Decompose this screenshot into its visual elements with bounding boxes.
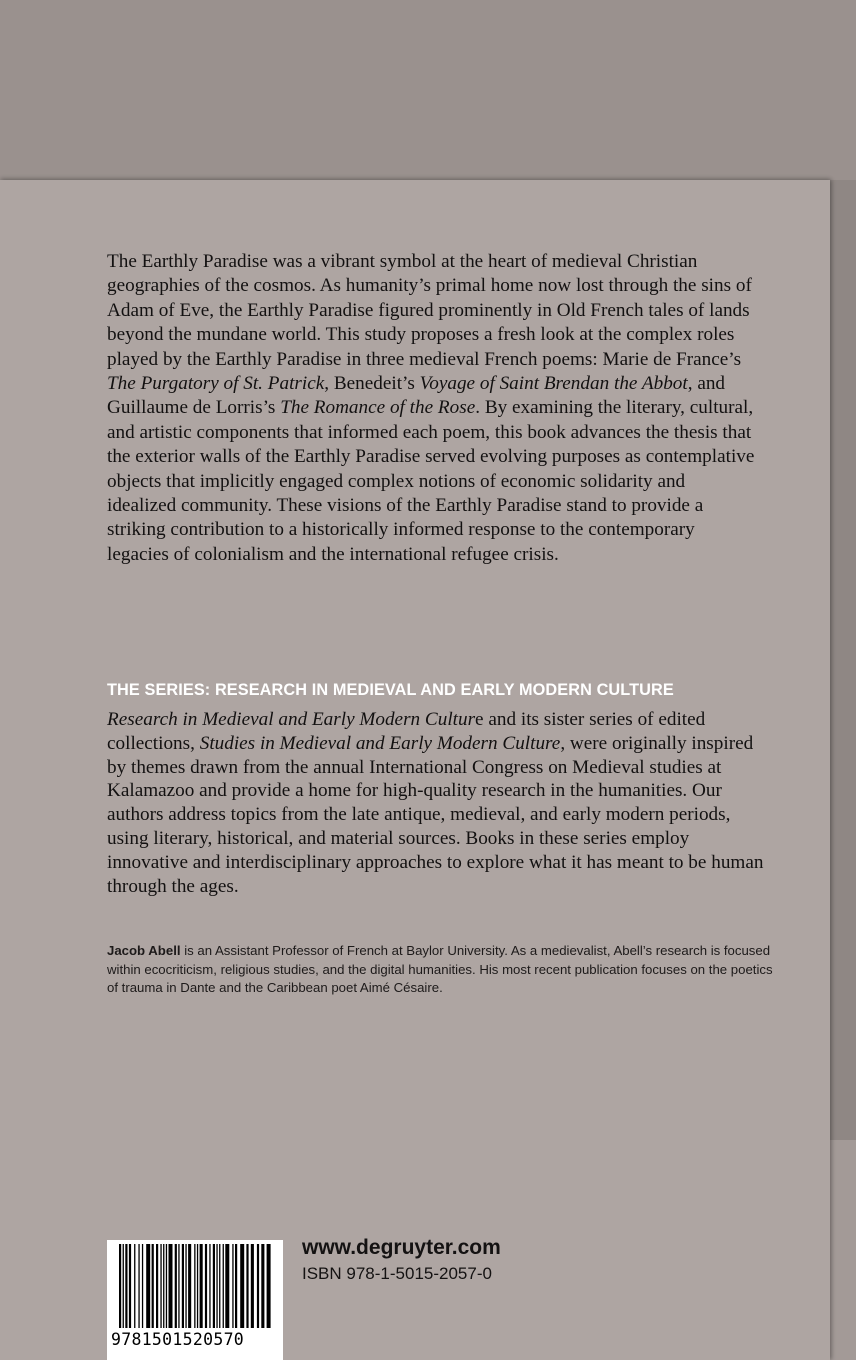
barcode-bar <box>216 1244 217 1328</box>
barcode-bar <box>188 1244 191 1328</box>
book-back-cover <box>0 180 830 1360</box>
barcode-bar <box>219 1244 220 1328</box>
barcode-bar <box>166 1244 167 1328</box>
barcode-bar <box>156 1244 158 1328</box>
italic-title-1: The Purgatory of St. Patrick <box>107 373 325 395</box>
barcode-bar <box>142 1244 143 1328</box>
barcode-bar <box>134 1244 135 1328</box>
publisher-url[interactable]: www.degruyter.com <box>302 1236 501 1259</box>
book-description <box>107 250 757 567</box>
backdrop-shadow-strip <box>830 180 856 1140</box>
barcode-bar <box>129 1244 131 1328</box>
text-run-0: The Earthly Paradise was a vibrant symbol at the heart of medieval Christian geographies of the cosmos. As humanity’s primal home now lost through the sins of Adam of Eve, the Earthly Paradise figured prominently in Old French tales of lands beyond the mundane world. This study proposes a fresh look at the complex roles played by the Earthly Paradise in three medieval French poems: Marie de France’s <box>107 251 752 370</box>
barcode-bar <box>225 1244 229 1328</box>
author-name: Jacob Abell <box>107 943 181 958</box>
barcode-bar <box>175 1244 177 1328</box>
barcode-bar <box>160 1244 161 1328</box>
barcode-bar <box>251 1244 254 1328</box>
barcode-bar <box>152 1244 154 1328</box>
isbn-number: ISBN 978-1-5015-2057-0 <box>302 1264 492 1283</box>
barcode-bar <box>194 1244 195 1328</box>
italic-title-5: The Romance of the Rose <box>280 397 476 419</box>
barcode-bar <box>163 1244 164 1328</box>
text-run-1: e and its sister series of edited collections, <box>107 709 706 754</box>
barcode-bar <box>205 1244 207 1328</box>
barcode-bar <box>119 1244 121 1328</box>
text-run-3: , were originally inspired by themes drawn from the annual International Congress on Medieval studies at Kalamazoo and provide a home for high-quality research in the humanities. Our authors address topics from the late antique, medieval, and early modern periods, using literary, historical, and material sources. Books in these series employ innovative and interdisciplinary approaches to explore what it has meant to be human through the ages. <box>107 732 764 897</box>
barcode-bar <box>240 1244 244 1328</box>
barcode-bar <box>200 1244 203 1328</box>
series-heading: THE SERIES: RESEARCH IN MEDIEVAL AND EARLY MODERN CULTURE <box>107 681 674 699</box>
barcode-bar <box>125 1244 127 1328</box>
barcode-bar <box>235 1244 237 1328</box>
barcode-bars <box>117 1244 273 1328</box>
barcode-bar <box>197 1244 198 1328</box>
barcode-bar <box>138 1244 139 1328</box>
barcode-bar <box>246 1244 248 1328</box>
text-run-2: , Benedeit’s <box>324 373 420 395</box>
barcode-bar <box>185 1244 186 1328</box>
barcode-bar <box>213 1244 215 1328</box>
barcode-bar <box>123 1244 124 1328</box>
barcode-bar <box>169 1244 173 1328</box>
barcode-bar <box>261 1244 264 1328</box>
barcode-bar <box>178 1244 179 1328</box>
italic-title-2: Studies in Medieval and Early Modern Culture <box>199 732 561 754</box>
author-bio-text: is an Assistant Professor of French at Baylor University. As a medievalist, Abell’s research is focused within ecocriticism, religious studies, and the digital humanities. His most recent publication focuses on the poetics of trauma in Dante and the Caribbean poet Aimé Césaire. <box>107 943 773 995</box>
text-run-4: , and Guillaume de Lorris’s <box>107 373 726 419</box>
isbn-barcode <box>107 1240 283 1360</box>
barcode-digits: 9781501520570 <box>111 1330 245 1349</box>
barcode-bar <box>267 1244 271 1328</box>
barcode-bar <box>257 1244 259 1328</box>
italic-title-3: Voyage of Saint Brendan the Abbot <box>419 373 688 395</box>
text-run-6: . By examining the literary, cultural, and artistic components that informed each poem, this book advances the thesis that the exterior walls of the Earthly Paradise served evolving purposes as contemplative objects that implicitly engaged complex notions of economic solidarity and idealized community. These visions of the Earthly Paradise stand to provide a striking contribution to a historically informed response to the contemporary legacies of colonialism and the international refugee crisis. <box>107 397 755 565</box>
italic-title-0: Research in Medieval and Early Modern Cultur <box>107 709 476 730</box>
series-description <box>107 708 767 898</box>
backdrop-lower-strip <box>830 1140 856 1360</box>
barcode-bar <box>232 1244 233 1328</box>
barcode-bar <box>209 1244 210 1328</box>
barcode-bar <box>146 1244 150 1328</box>
barcode-bar <box>182 1244 184 1328</box>
author-bio <box>107 942 787 998</box>
barcode-bar <box>223 1244 224 1328</box>
